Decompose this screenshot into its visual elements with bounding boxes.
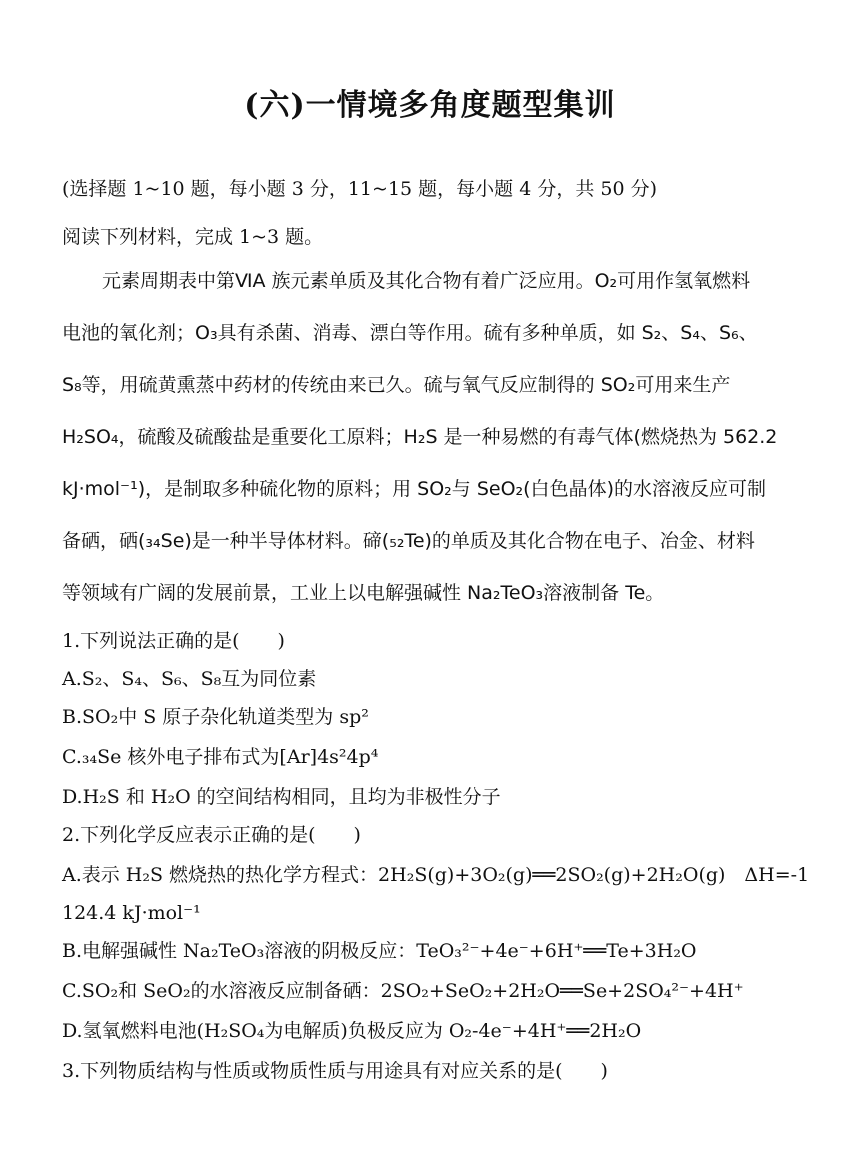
question-2-option-c: C.SO₂和 SeO₂的水溶液反应制备硒：2SO₂+SeO₂+2H₂O══Se+2SO₄²⁻+4H⁺: [62, 980, 744, 1002]
material-line-5: kJ·mol⁻¹)，是制取多种硫化物的原料；用 SO₂与 SeO₂(白色晶体)的水溶液反应可制: [62, 478, 766, 500]
question-1-stem: 1.下列说法正确的是( ): [62, 630, 285, 652]
question-2-stem: 2.下列化学反应表示正确的是( ): [62, 824, 361, 846]
instructions: (选择题 1~10 题，每小题 3 分，11~15 题，每小题 4 分，共 50 分): [62, 178, 657, 200]
question-3-stem: 3.下列物质结构与性质或物质性质与用途具有对应关系的是( ): [62, 1060, 608, 1082]
question-2-option-b: B.电解强碱性 Na₂TeO₃溶液的阴极反应：TeO₃²⁻+4e⁻+6H⁺══Te+3H₂O: [62, 940, 697, 962]
question-2-option-a-line-1: A.表示 H₂S 燃烧热的热化学方程式：2H₂S(g)+3O₂(g)══2SO₂(g)+2H₂O(g) ΔH=-1: [62, 864, 810, 886]
material-line-3: S₈等，用硫黄熏蒸中药材的传统由来已久。硫与氧气反应制得的 SO₂可用来生产: [62, 374, 731, 396]
question-1-option-c: C.₃₄Se 核外电子排布式为[Ar]4s²4p⁴: [62, 746, 379, 768]
reading-prompt: 阅读下列材料，完成 1~3 题。: [62, 226, 324, 248]
question-1-option-b: B.SO₂中 S 原子杂化轨道类型为 sp²: [62, 706, 369, 728]
material-line-7: 等领域有广阔的发展前景，工业上以电解强碱性 Na₂TeO₃溶液制备 Te。: [62, 582, 665, 604]
page-title: (六)一情境多角度题型集训: [244, 88, 616, 123]
material-line-6: 备硒，硒(₃₄Se)是一种半导体材料。碲(₅₂Te)的单质及其化合物在电子、冶金、材料: [62, 530, 755, 552]
question-2-option-a-line-2: 124.4 kJ·mol⁻¹: [62, 902, 201, 924]
question-1-option-a: A.S₂、S₄、S₆、S₈互为同位素: [62, 668, 317, 690]
question-1-option-d: D.H₂S 和 H₂O 的空间结构相同，且均为非极性分子: [62, 786, 501, 808]
material-line-4: H₂SO₄，硫酸及硫酸盐是重要化工原料；H₂S 是一种易燃的有毒气体(燃烧热为 562.2: [62, 426, 778, 448]
question-2-option-d: D.氢氧燃料电池(H₂SO₄为电解质)负极反应为 O₂-4e⁻+4H⁺══2H₂O: [62, 1020, 642, 1042]
material-line-1: 元素周期表中第ⅥA 族元素单质及其化合物有着广泛应用。O₂可用作氢氧燃料: [102, 270, 751, 292]
material-line-2: 电池的氧化剂；O₃具有杀菌、消毒、漂白等作用。硫有多种单质，如 S₂、S₄、S₆、: [62, 322, 758, 344]
